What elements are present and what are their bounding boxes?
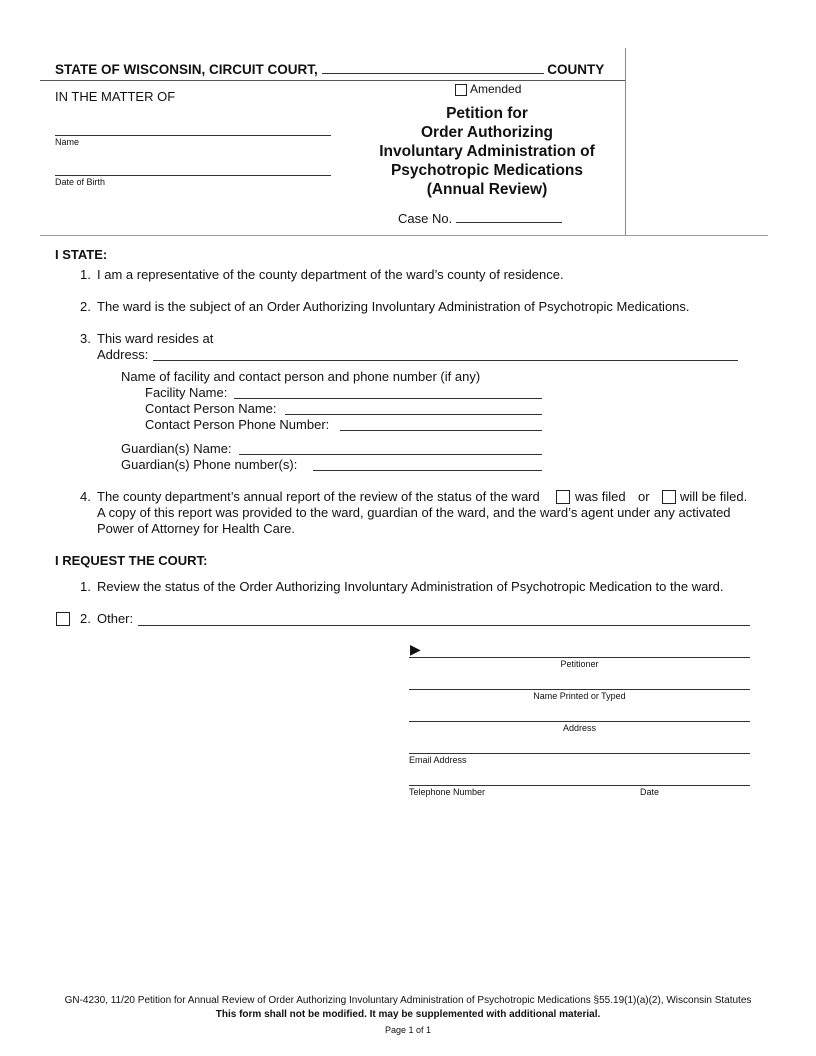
title-line: Order Authorizing bbox=[420, 124, 554, 141]
amended-label: Amended bbox=[470, 82, 522, 96]
facility-name-label: Facility Name: bbox=[145, 385, 228, 400]
case-no-field[interactable] bbox=[456, 210, 562, 223]
contact-phone-label: Contact Person Phone Number: bbox=[145, 417, 330, 432]
case-no bbox=[398, 210, 562, 227]
facility-intro: Name of facility and contact person and phone number (if any) bbox=[121, 369, 481, 384]
will-be-filed-label: will be filed. bbox=[680, 489, 748, 504]
sign-arrow-icon: ▶ bbox=[410, 641, 421, 657]
form-footer: GN-4230, 11/20 Petition for Annual Review of Order Authorizing Involuntary Administration of Psychotropic Medications §55.19(1)(a)(2), Wisconsin Statutes bbox=[64, 995, 752, 1006]
state-item-2: The ward is the subject of an Order Authorizing Involuntary Administration of Psychotropic Medications. bbox=[97, 299, 690, 314]
petitioner-label: Petitioner bbox=[560, 659, 599, 669]
telephone-date-field[interactable] bbox=[409, 785, 750, 786]
item-number: 1. bbox=[80, 267, 91, 282]
footer-notice: This form shall not be modified. It may be supplemented with additional material. bbox=[215, 1009, 601, 1020]
guardian-phone-field[interactable] bbox=[313, 470, 542, 471]
state-item-4-text: Power of Attorney for Health Care. bbox=[97, 521, 295, 536]
address-label: Address: bbox=[97, 347, 149, 362]
guardian-name-field[interactable] bbox=[239, 454, 542, 455]
address-signature-field[interactable] bbox=[409, 721, 750, 722]
address-signature-label: Address bbox=[562, 723, 597, 733]
state-item-4-text: A copy of this report was provided to the ward, guardian of the ward, and the ward’s agent under any activated bbox=[97, 505, 731, 520]
title-line: Psychotropic Medications bbox=[390, 162, 584, 179]
name-printed-field[interactable] bbox=[409, 689, 750, 690]
other-label: Other: bbox=[97, 611, 134, 626]
title-line: Petition for bbox=[446, 105, 528, 122]
matter-label: IN THE MATTER OF bbox=[55, 89, 176, 104]
name-field[interactable] bbox=[55, 135, 331, 136]
county-field[interactable] bbox=[322, 61, 544, 74]
form-title bbox=[360, 104, 614, 199]
other-field[interactable] bbox=[138, 625, 750, 626]
county-label: COUNTY bbox=[547, 62, 605, 77]
dob-field[interactable] bbox=[55, 175, 331, 176]
contact-name-field[interactable] bbox=[285, 414, 542, 415]
item-number: 4. bbox=[80, 489, 91, 504]
item-number: 3. bbox=[80, 331, 91, 346]
email-field[interactable] bbox=[409, 753, 750, 754]
email-label: Email Address bbox=[409, 755, 467, 765]
telephone-label: Telephone Number bbox=[409, 787, 486, 797]
will-be-filed-checkbox[interactable] bbox=[662, 490, 676, 504]
contact-name-label: Contact Person Name: bbox=[145, 401, 277, 416]
or-label: or bbox=[638, 489, 650, 504]
item-number: 2. bbox=[80, 611, 91, 626]
guardian-name-label: Guardian(s) Name: bbox=[121, 441, 232, 456]
court-heading bbox=[55, 61, 604, 78]
court-label: STATE OF WISCONSIN, CIRCUIT COURT, bbox=[55, 62, 318, 77]
page-number: Page 1 of 1 bbox=[384, 1025, 432, 1035]
guardian-phone-label: Guardian(s) Phone number(s): bbox=[121, 457, 298, 472]
name-printed-label: Name Printed or Typed bbox=[533, 691, 626, 701]
address-field[interactable] bbox=[153, 360, 738, 361]
date-label: Date bbox=[640, 787, 660, 797]
name-label: Name bbox=[55, 137, 80, 147]
contact-phone-field[interactable] bbox=[340, 430, 542, 431]
divider bbox=[625, 48, 626, 235]
case-no-label: Case No. bbox=[398, 211, 453, 226]
dob-label: Date of Birth bbox=[55, 177, 106, 187]
divider bbox=[40, 80, 625, 81]
title-line: Involuntary Administration of bbox=[379, 143, 595, 160]
state-heading: I STATE: bbox=[55, 247, 108, 262]
state-item-3: This ward resides at bbox=[97, 331, 214, 346]
other-checkbox[interactable] bbox=[56, 612, 70, 626]
was-filed-checkbox[interactable] bbox=[556, 490, 570, 504]
petitioner-signature-field[interactable] bbox=[409, 657, 750, 658]
was-filed-label: was filed bbox=[575, 489, 626, 504]
amended-checkbox[interactable] bbox=[455, 84, 467, 96]
item-number: 1. bbox=[80, 579, 91, 594]
state-item-1: I am a representative of the county department of the ward’s county of residence. bbox=[97, 267, 564, 282]
item-number: 2. bbox=[80, 299, 91, 314]
divider bbox=[40, 235, 768, 236]
title-line: (Annual Review) bbox=[426, 181, 548, 198]
request-item-1: Review the status of the Order Authorizing Involuntary Administration of Psychotropic Medication to the ward. bbox=[97, 579, 724, 594]
facility-name-field[interactable] bbox=[234, 398, 542, 399]
request-heading: I REQUEST THE COURT: bbox=[55, 553, 208, 568]
state-item-4: The county department’s annual report of the review of the status of the ward bbox=[97, 489, 540, 504]
